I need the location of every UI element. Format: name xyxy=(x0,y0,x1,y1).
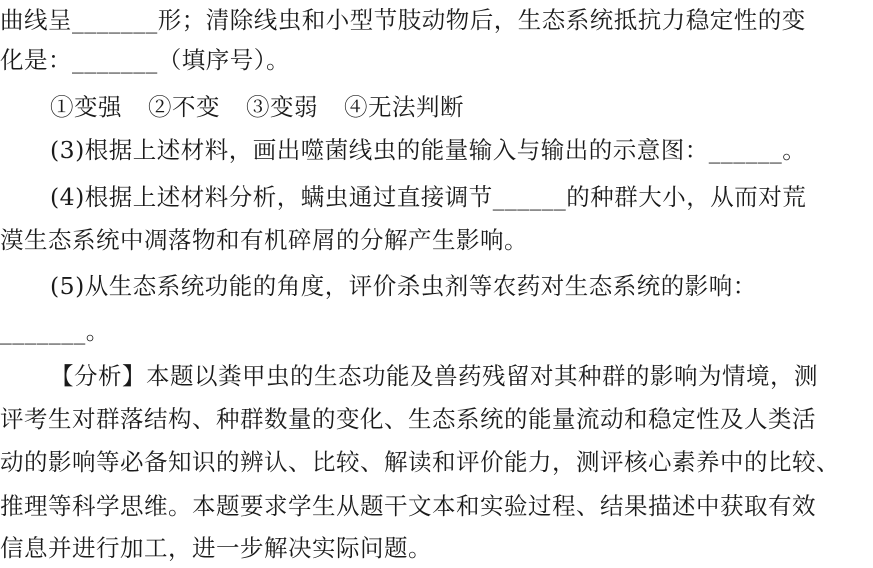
analysis-heading-line: 【分析】本题以粪甲虫的生态功能及兽药残留对其种群的影响为情境，测 xyxy=(50,362,818,390)
question-3: (3)根据上述材料，画出噬菌线虫的能量输入与输出的示意图：______。 xyxy=(50,136,807,164)
text-line: 漠生态系统中凋落物和有机碎屑的分解产生影响。 xyxy=(0,226,528,254)
analysis-text: 评考生对群落结构、种群数量的变化、生态系统的能量流动和稳定性及人类活 xyxy=(0,405,816,433)
analysis-text: 推理等科学思维。本题要求学生从题干文本和实验过程、结果描述中获取有效 xyxy=(0,492,816,520)
option-4: ④无法判断 xyxy=(343,93,464,121)
text-line: 曲线呈_______形；清除线虫和小型节肢动物后，生态系统抵抗力稳定性的变 xyxy=(0,6,806,34)
answer-blank: _______。 xyxy=(0,317,110,345)
question-4: (4)根据上述材料分析，螨虫通过直接调节______的种群大小，从而对荒 xyxy=(50,183,807,211)
text-line: 化是：_______（填序号）。 xyxy=(0,46,290,74)
option-2: ②不变 xyxy=(147,93,220,121)
option-1: ①变强 xyxy=(50,93,122,121)
question-5: (5)从生态系统功能的角度，评价杀虫剂等农药对生态系统的影响： xyxy=(50,272,757,300)
option-3: ③变弱 xyxy=(245,93,318,121)
answer-options xyxy=(50,87,482,127)
analysis-text: 动的影响等必备知识的辨认、比较、解读和评价能力，测评核心素养中的比较、 xyxy=(0,448,840,476)
analysis-text: 信息并进行加工，进一步解决实际问题。 xyxy=(0,534,432,562)
